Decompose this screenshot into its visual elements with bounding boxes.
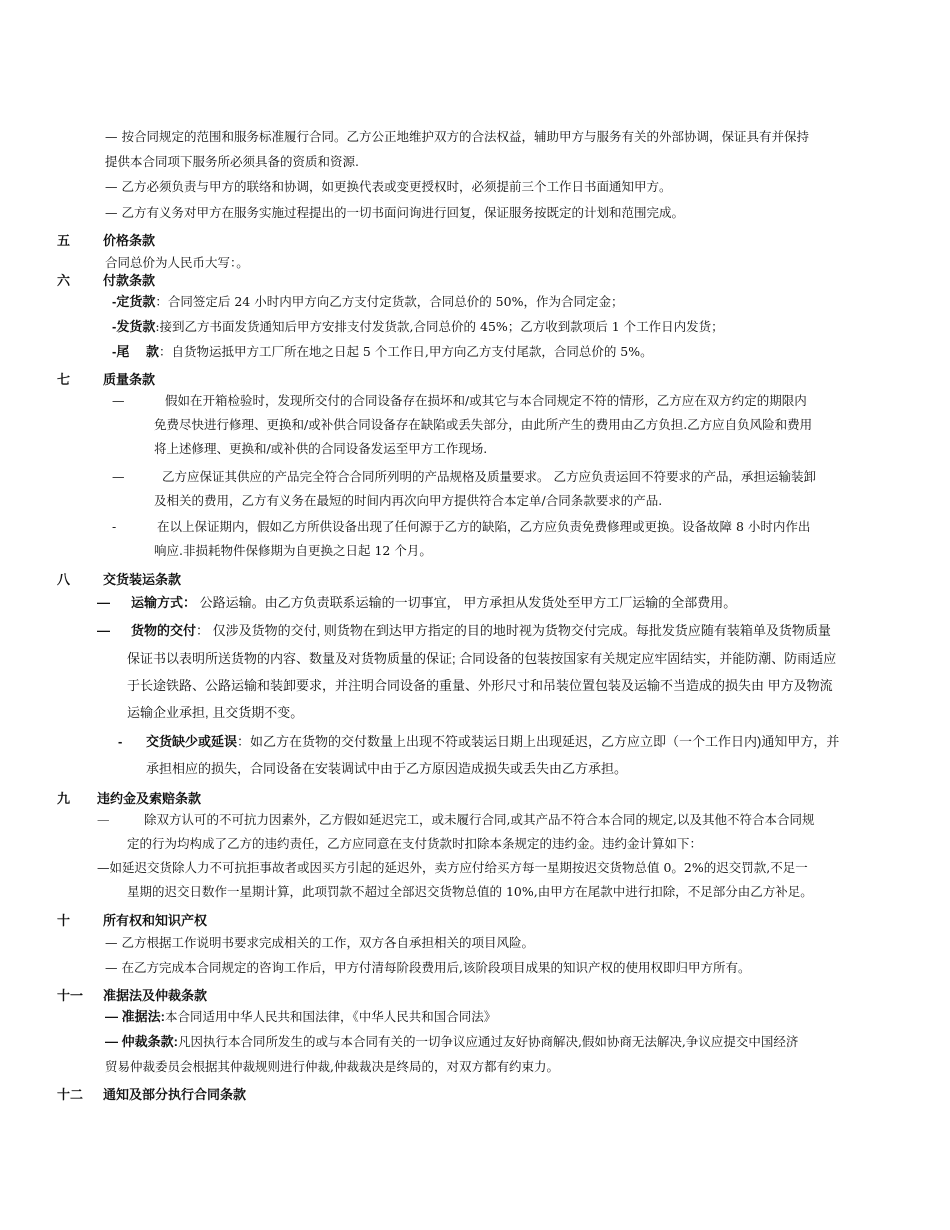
penalty-item-1-line-1: 除双方认可的不可抗力因素外，乙方假如延迟完工，或未履行合同,或其产品不符合本合同的规定,以及其他不符合本合同规 [144,812,815,827]
payment-shipment-label: -发货款 [112,319,156,334]
delivery-item-2-line-1 [131,622,831,640]
ip-line-1: — 乙方根据工作说明书要求完成相关的工作，双方各自承担相关的项目风险。 [105,935,534,950]
section-5-price-line: 合同总价为人民币大写：。 [105,255,249,270]
section-6-title: 付款条款 [103,273,156,288]
quality-item-1-mark: — [112,393,125,408]
delivery-item-2-line-2: 保证书以表明所送货物的内容、数量及对货物质量的保证; 合同设备的包装按国家有关规定应牢固结实，并能防潮、防雨适应 [127,651,837,666]
intro-paragraph-3: — 乙方有义务对甲方在服务实施过程提出的一切书面问询进行回复，保证服务按既定的计划和范围完成。 [105,205,684,220]
section-5-number: 五 [57,233,71,248]
intro-paragraph-2: — 乙方必须负责与甲方的联络和协调，如更换代表或变更授权时，必须提前三个工作日书面通知甲方。 [105,179,672,194]
delivery-item-1-mark: — [97,595,110,610]
quality-item-3-line-2: 响应.非损耗物件保修期为自更换之日起 12 个月。 [154,543,432,558]
shortage-delay-text-1: ：如乙方在货物的交付数量上出现不符或装运日期上出现延迟，乙方应立即（一个工作日内)通知甲方，并 [237,734,840,749]
shortage-delay-label: 交货缺少或延误 [146,734,238,749]
transport-text: 公路运输。由乙方负责联系运输的一切事宜， 甲方承担从发货处至甲方工厂运输的全部费用。 [199,595,737,610]
section-11-title: 准据法及仲裁条款 [103,988,208,1003]
payment-deposit-label: -定货款 [112,294,156,309]
quality-item-1-line-2: 免费尽快进行修理、更换和/或补供合同设备存在缺陷或丢失部分，由此所产生的费用由乙方负担.乙方应自负风险和费用 [154,417,813,432]
penalty-item-1-line-2: 定的行为均构成了乙方的违约责任，乙方应同意在支付货款时扣除本条规定的违约金。违约金计算如下： [127,836,703,851]
penalty-item-2-line-2: 星期的迟交日数作一星期计算，此项罚款不超过全部迟交货物总值的 10%,由甲方在尾款中进行扣除，不足部分由乙方补足。 [127,884,813,899]
arbitration-line-1 [105,1033,798,1051]
section-8-title: 交货装运条款 [103,572,182,587]
payment-deposit-line [112,293,623,311]
goods-delivery-text-1: ： 仅涉及货物的交付, 则货物在到达甲方指定的目的地时视为货物交付完成。每批发货应随有装箱单及货物质量 [196,623,831,638]
quality-item-3-mark: - [112,519,117,534]
section-7-number: 七 [57,372,71,387]
delivery-item-3-line-2: 承担相应的损失，合同设备在安装调试中由于乙方原因造成损失或丢失由乙方承担。 [146,761,628,776]
payment-shipment-text: :接到乙方书面发货通知后甲方安排支付发货款,合同总价的 45%；乙方收到款项后 1 个工作日内发货； [155,319,724,334]
section-12-number: 十二 [57,1087,84,1102]
quality-item-1-line-3: 将上述修理、更换和/或补供的合同设备发运至甲方工作现场. [154,441,488,456]
intro-paragraph-1-line-2: 提供本合同项下服务所必须具备的资质和资源. [105,154,359,169]
delivery-item-2-mark: — [97,623,110,638]
penalty-item-2-line-1: —如延迟交货除人力不可抗拒事故者或因买方引起的延迟外，卖方应付给买方每一星期按迟交货物总值 0。2%的迟交罚款,不足一 [97,860,808,875]
governing-law-line [105,1008,496,1026]
transport-label: 运输方式： [131,595,197,610]
governing-law-text: 本合同适用中华人民共和国法律，《中华人民共和国合同法》 [164,1009,497,1024]
penalty-item-1-mark: — [97,812,110,827]
delivery-item-2-line-3: 于长途铁路、公路运输和装卸要求，并注明合同设备的重量、外形尺寸和吊装位置包装及运输不当造成的损失由 甲方及物流 [127,678,833,693]
quality-item-2-mark: — [112,469,125,484]
payment-shipment-line [112,318,724,336]
section-12-title: 通知及部分执行合同条款 [103,1087,247,1102]
section-10-number: 十 [57,913,71,928]
delivery-item-3-mark: - [118,734,123,749]
payment-final-label: -尾 款 [112,344,159,359]
payment-final-line [112,343,653,361]
governing-law-label: — 准据法: [105,1009,165,1024]
section-8-number: 八 [57,572,71,587]
intro-paragraph-1-line-1: — 按合同规定的范围和服务标准履行合同。乙方公正地维护双方的合法权益，辅助甲方与服务有关的外部协调，保证具有并保持 [105,129,809,144]
section-7-title: 质量条款 [103,372,156,387]
ip-line-2: — 在乙方完成本合同规定的咨询工作后，甲方付清每阶段费用后,该阶段项目成果的知识产权的使用权即归甲方所有。 [105,960,751,975]
payment-deposit-text: ：合同签定后 24 小时内甲方向乙方支付定货款，合同总价的 50%，作为合同定金； [155,294,624,309]
delivery-item-3-line-1 [146,733,839,751]
quality-item-2-line-2: 及相关的费用，乙方有义务在最短的时间内再次向甲方提供符合本定单/合同条款要求的产品. [154,493,663,508]
goods-delivery-label: 货物的交付 [131,623,197,638]
section-10-title: 所有权和知识产权 [103,913,208,928]
arbitration-text-1: 凡因执行本合同所发生的或与本合同有关的一切争议应通过友好协商解决,假如协商无法解决,争议应提交中国经济 [177,1034,799,1049]
payment-final-text: ：自货物运抵甲方工厂所在地之日起 5 个工作日,甲方向乙方支付尾款，合同总价的 5%。 [158,344,653,359]
delivery-item-2-line-4: 运输企业承担, 且交货期不变。 [127,705,304,720]
arbitration-line-2: 贸易仲裁委员会根据其仲裁规则进行仲裁,仲裁裁决是终局的，对双方都有约束力。 [105,1059,559,1074]
arbitration-label: — 仲裁条款: [105,1034,178,1049]
section-5-title: 价格条款 [103,233,156,248]
section-11-number: 十一 [57,988,84,1003]
quality-item-3-line-1: 在以上保证期内，假如乙方所供设备出现了任何源于乙方的缺陷，乙方应负责免费修理或更换。设备故障 8 小时内作出 [157,519,811,534]
quality-item-2-line-1: 乙方应保证其供应的产品完全符合合同所列明的产品规格及质量要求。 乙方应负责运回不符要求的产品，承担运输装卸 [162,469,816,484]
delivery-item-1-line [131,594,736,612]
section-9-number: 九 [57,791,71,806]
quality-item-1-line-1: 假如在开箱检验时，发现所交付的合同设备存在损坏和/或其它与本合同规定不符的情形，乙方应在双方约定的期限内 [165,393,807,408]
section-9-title: 违约金及索赔条款 [97,791,202,806]
section-6-number: 六 [57,273,71,288]
